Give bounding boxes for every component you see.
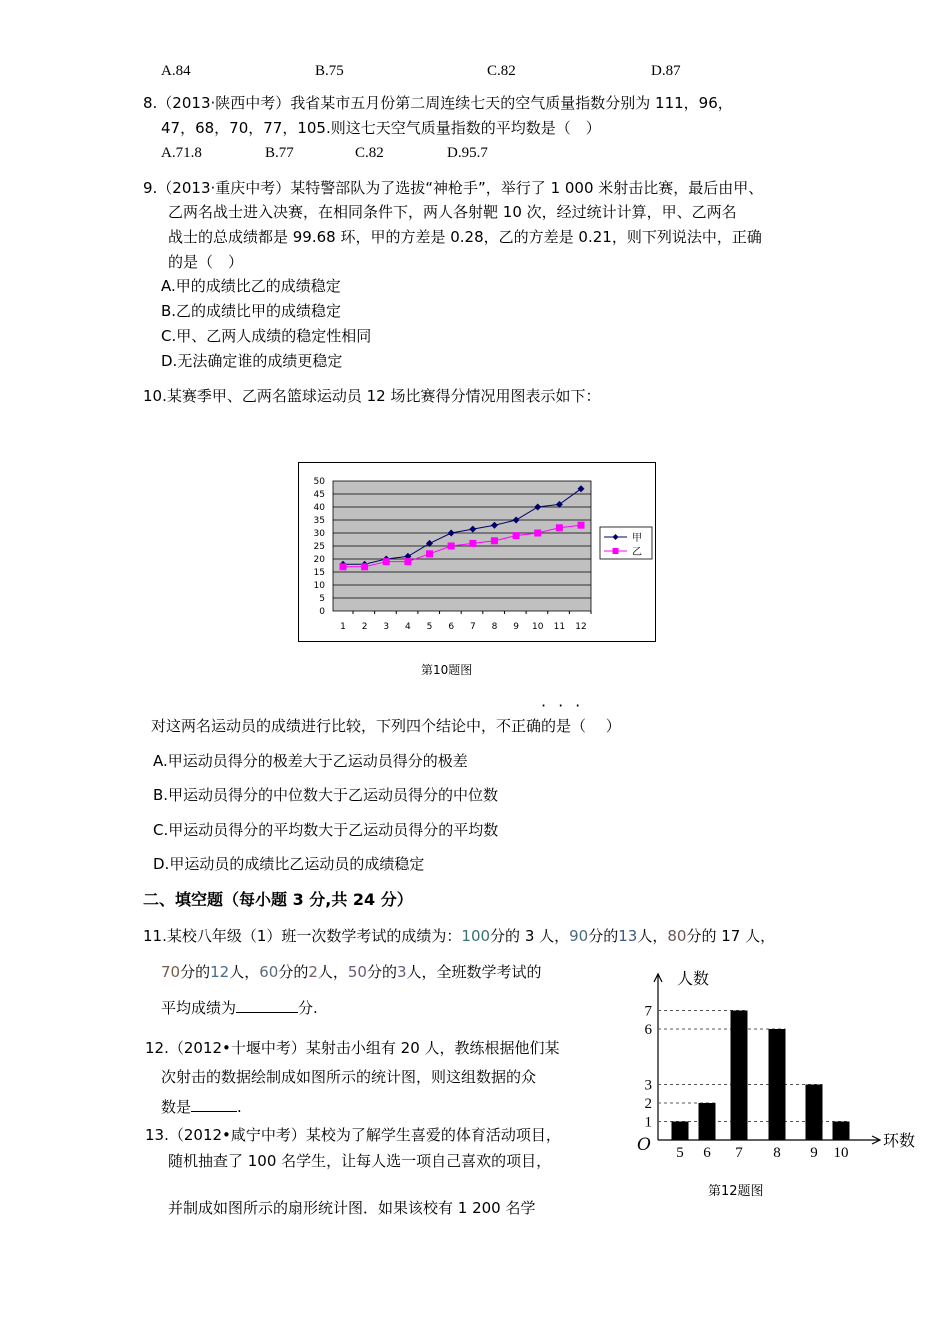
q9-option-d: D.无法确定谁的成绩更稳定	[161, 352, 343, 370]
svg-text:9: 9	[513, 622, 519, 632]
q7-option-c: C.82	[487, 63, 516, 79]
q11-text: 分的 3 人，	[490, 927, 570, 945]
q8-option-a: A.71.8	[161, 145, 202, 161]
origin-label: O	[637, 1135, 651, 1155]
score-80: 80	[667, 927, 687, 945]
svg-text:2: 2	[644, 1096, 652, 1112]
score-70: 70	[161, 963, 181, 981]
bar-chart-q12	[625, 960, 925, 1170]
q8-stem-line1: 8.（2013·陕西中考）我省某市五月份第二周连续七天的空气质量指数分别为 111，96，	[143, 94, 733, 112]
q11-line2	[161, 962, 542, 982]
y-axis-label: 人数	[677, 969, 710, 988]
svg-text:5: 5	[426, 622, 433, 632]
x-axis-label: 环数	[883, 1131, 916, 1150]
svg-text:12: 12	[575, 622, 587, 632]
legend-box	[600, 527, 652, 559]
q10-option-d: D.甲运动员的成绩比乙运动员的成绩稳定	[153, 855, 425, 873]
q9-stem-line1: 9.（2013·重庆中考）某特警部队为了选拔“神枪手”，举行了 1 000 米射击比赛，最后由甲、	[143, 179, 764, 197]
y-tick-labels	[645, 1004, 653, 1131]
q11-text: 分的	[278, 963, 309, 981]
svg-text:7: 7	[469, 622, 476, 632]
x-tick-labels	[676, 1145, 848, 1161]
line-chart-q10	[298, 462, 656, 642]
svg-text:10: 10	[313, 581, 325, 591]
q13-line1: 13.（2012•咸宁中考）某校为了解学生喜爱的体育活动项目，	[145, 1126, 561, 1144]
x-axis-ticks	[340, 611, 591, 632]
q10-figure-caption: 第10题图	[421, 663, 473, 677]
q11-text: 平均成绩为	[161, 999, 237, 1017]
q11-text: 分的 17 人，	[686, 927, 776, 945]
q11-text: 人，全班数学考试的	[406, 963, 542, 981]
svg-text:1: 1	[644, 1114, 652, 1131]
q12-line2: 次射击的数据绘制成如图所示的统计图，则这组数据的众	[161, 1068, 537, 1086]
svg-text:3: 3	[644, 1077, 652, 1094]
svg-text:11: 11	[553, 622, 566, 632]
q9-stem-line2: 乙两名战士进入决赛，在相同条件下，两人各射靶 10 次，经过统计计算，甲、乙两名	[168, 203, 737, 221]
svg-text:8: 8	[491, 622, 498, 632]
svg-text:6: 6	[644, 1022, 652, 1038]
q13-line3: 并制成如图所示的扇形统计图．如果该校有 1 200 名学	[168, 1199, 536, 1217]
svg-text:3: 3	[383, 622, 390, 632]
y-axis-ticks	[314, 477, 326, 617]
q8-option-b: B.77	[265, 145, 294, 161]
svg-text:10: 10	[532, 622, 544, 632]
svg-text:45: 45	[313, 490, 325, 500]
score-50: 50	[347, 963, 367, 981]
legend-yi-marker	[613, 548, 619, 554]
score-100: 100	[461, 927, 491, 945]
count-13: 13	[618, 927, 638, 945]
q11-text: 人，	[317, 963, 348, 981]
svg-text:7: 7	[644, 1003, 652, 1020]
svg-text:25: 25	[313, 542, 325, 552]
svg-text:35: 35	[313, 516, 325, 526]
q9-option-a: A.甲的成绩比乙的成绩稳定	[161, 277, 341, 295]
q11-text: 人，	[637, 927, 668, 945]
q9-option-c: C.甲、乙两人成绩的稳定性相同	[161, 327, 372, 345]
svg-text:15: 15	[313, 568, 325, 578]
q11-line3	[161, 998, 318, 1018]
q10-option-c: C.甲运动员得分的平均数大于乙运动员得分的平均数	[153, 821, 499, 839]
svg-text:20: 20	[313, 555, 325, 565]
q10-option-b: B.甲运动员得分的中位数大于乙运动员得分的中位数	[153, 786, 499, 804]
svg-text:9: 9	[810, 1145, 818, 1161]
q12-line1: 12.（2012•十堰中考）某射击小组有 20 人，教练根据他们某	[145, 1039, 560, 1057]
q11-prefix: 11.某校八年级（1）班一次数学考试的成绩为：	[143, 927, 462, 945]
q9-stem-line3: 战士的总成绩都是 99.68 环，甲的方差是 0.28，乙的方差是 0.21，则下列说法中，正确	[168, 228, 762, 246]
q11-text: 分的	[180, 963, 211, 981]
q10-question: 对这两名运动员的成绩进行比较，下列四个结论中，不正确的是（ ）	[151, 717, 621, 735]
score-90: 90	[569, 927, 589, 945]
svg-text:50: 50	[313, 477, 325, 487]
count-3: 3	[397, 963, 407, 981]
emphasis-dots: ···	[541, 696, 593, 715]
q12-text: .	[237, 1098, 242, 1116]
count-12: 12	[210, 963, 230, 981]
answer-blank-q11[interactable]	[236, 998, 298, 1013]
score-60: 60	[259, 963, 279, 981]
q11-text: 分的	[588, 927, 619, 945]
q13-line2: 随机抽查了 100 名学生，让每人选一项自己喜欢的项目，	[168, 1152, 552, 1170]
svg-text:1: 1	[340, 622, 346, 632]
svg-text:5: 5	[676, 1145, 684, 1161]
section-title-fill-in: 二、填空题（每小题 3 分,共 24 分）	[143, 890, 413, 909]
legend-yi-label: 乙	[632, 547, 642, 558]
svg-text:6: 6	[448, 622, 455, 632]
line-chart-svg	[299, 463, 655, 641]
q12-figure-caption-text: 第12题图	[708, 1184, 764, 1199]
count-2: 2	[308, 963, 318, 981]
q7-option-d: D.87	[651, 63, 681, 79]
q7-option-b: B.75	[315, 63, 344, 79]
q9-option-b: B.乙的成绩比甲的成绩稳定	[161, 302, 342, 320]
svg-text:8: 8	[773, 1145, 781, 1161]
answer-blank-q12[interactable]	[191, 1097, 237, 1112]
svg-text:0: 0	[319, 607, 325, 617]
q12-text: 数是	[161, 1098, 192, 1116]
svg-text:6: 6	[703, 1145, 711, 1161]
svg-text:10: 10	[833, 1145, 849, 1161]
q8-stem-line2: 47，68，70，77，105.则这七天空气质量指数的平均数是（ ）	[161, 119, 601, 137]
q7-option-a: A.84	[161, 63, 191, 79]
q9-stem-line4: 的是（ ）	[168, 253, 244, 271]
q11-text: 分.	[298, 999, 318, 1017]
q12-line3	[161, 1097, 242, 1117]
svg-text:4: 4	[405, 622, 411, 632]
q8-option-d: D.95.7	[447, 145, 488, 161]
q10-intro: 10.某赛季甲、乙两名篮球运动员 12 场比赛得分情况用图表示如下：	[143, 387, 601, 405]
q11-line1	[143, 926, 775, 946]
q11-text: 分的	[366, 963, 397, 981]
legend-jia-label: 甲	[632, 533, 642, 544]
q11-text: 人，	[229, 963, 260, 981]
svg-text:40: 40	[313, 503, 325, 513]
q8-option-c: C.82	[355, 145, 384, 161]
svg-text:5: 5	[319, 594, 325, 604]
svg-text:30: 30	[313, 529, 325, 539]
bars	[672, 1011, 850, 1141]
svg-text:7: 7	[735, 1145, 743, 1161]
q10-option-a: A.甲运动员得分的极差大于乙运动员得分的极差	[153, 752, 468, 770]
svg-text:2: 2	[361, 622, 368, 632]
